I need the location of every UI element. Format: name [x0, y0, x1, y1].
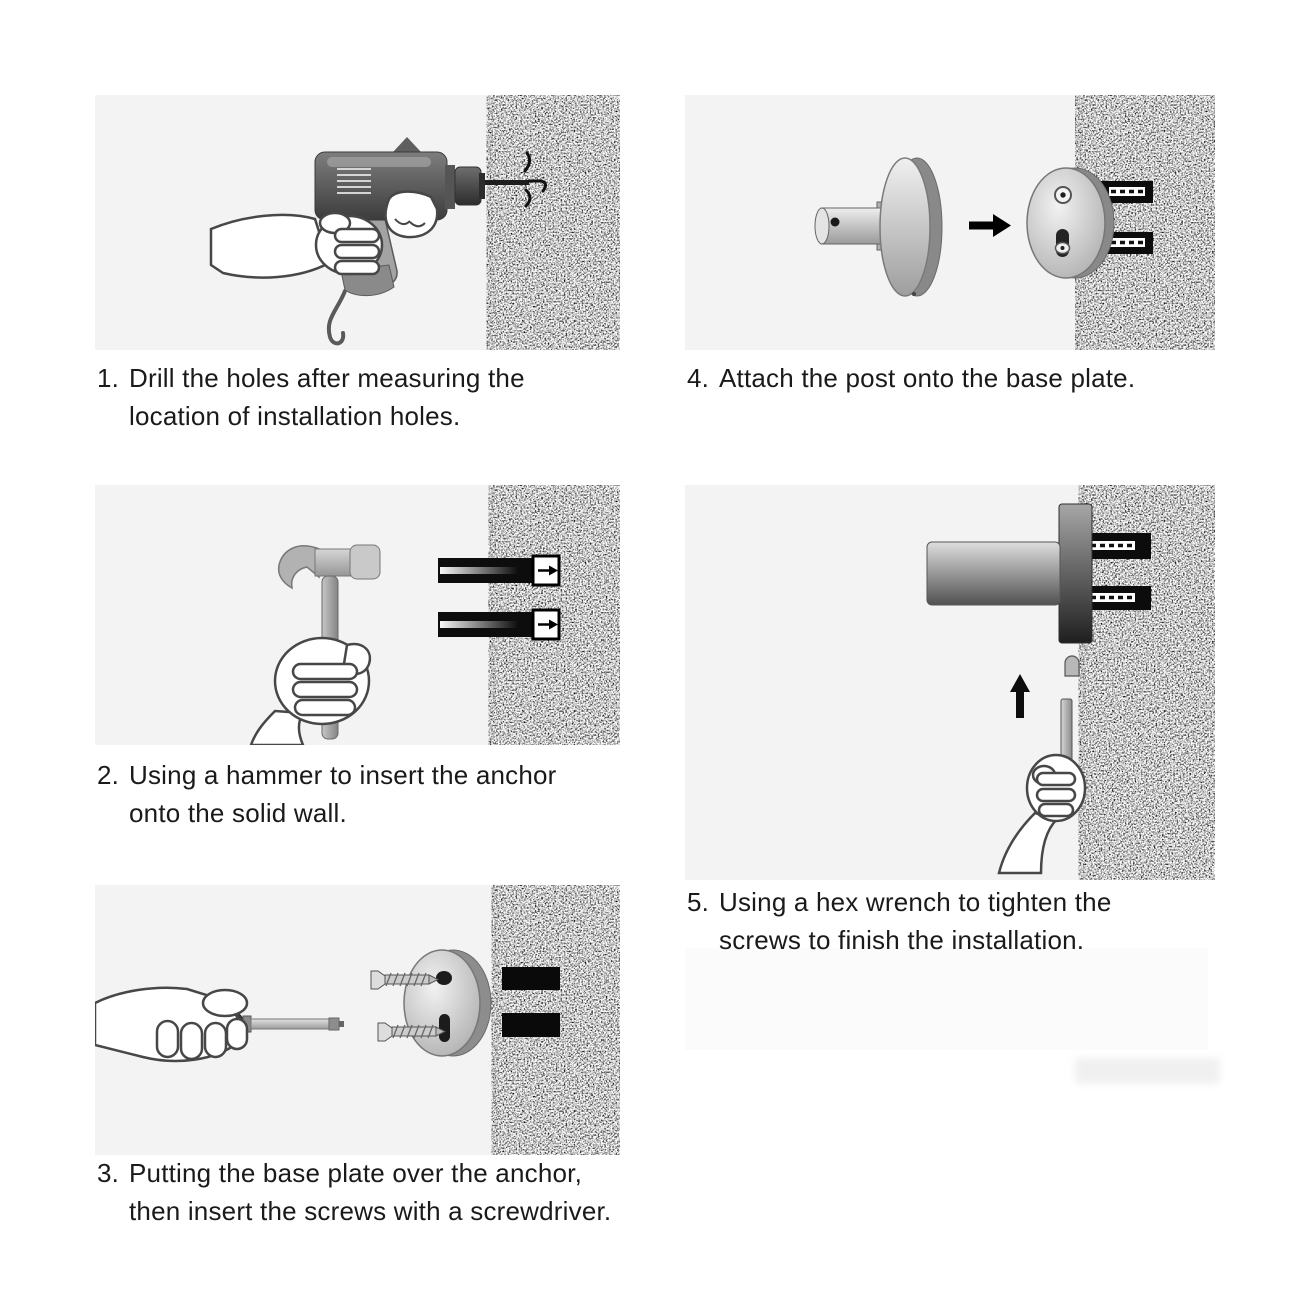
wall-texture [493, 95, 620, 350]
plate-hole [436, 971, 452, 985]
wall-anchor-icon [1087, 586, 1151, 610]
front-hand-icon [386, 192, 438, 237]
step-text [719, 359, 1135, 397]
wall-anchor-icon [1087, 533, 1151, 559]
step-number: 1. [97, 363, 120, 393]
step5-figure [685, 485, 1215, 880]
hand-icon [95, 988, 247, 1061]
step-line: Attach the post onto the base plate. [719, 363, 1136, 393]
wall-anchor-icon [502, 1013, 560, 1037]
step-number: 2. [97, 760, 120, 790]
post-icon [815, 202, 886, 250]
wall-anchor-icon [502, 967, 560, 990]
base-plate-icon [880, 158, 942, 296]
step3-caption [97, 1154, 611, 1230]
step1-caption [97, 359, 525, 435]
drill-bit [485, 180, 529, 185]
step-line: Using a hammer to insert the anchor [129, 760, 557, 790]
step-line: Using a hex wrench to tighten the [719, 887, 1112, 917]
step-text [129, 359, 525, 435]
wall-anchor-icon [438, 610, 559, 639]
flange-plate [1059, 504, 1092, 643]
set-screw-hole [831, 218, 840, 227]
step-text [129, 756, 557, 832]
step4-caption [687, 359, 1135, 397]
step4-figure [685, 95, 1215, 350]
mounted-plate-icon [1027, 168, 1114, 278]
step-number: 3. [97, 1158, 120, 1188]
step2-caption [97, 756, 557, 832]
step-text [719, 883, 1112, 959]
step-line: Drill the holes after measuring the [129, 363, 525, 393]
wall-anchor-icon [438, 556, 559, 585]
base-plate-icon [404, 950, 491, 1056]
hand-icon [211, 213, 382, 278]
plate-slot [439, 1014, 450, 1042]
step-line: onto the solid wall. [129, 798, 347, 828]
step3-figure [95, 885, 620, 1155]
step-line: screws to finish the installation. [719, 925, 1085, 955]
step2-figure [95, 485, 620, 745]
step-number: 4. [687, 363, 710, 393]
step5-caption [687, 883, 1112, 959]
step-number: 5. [687, 887, 710, 917]
set-screw-icon [1065, 656, 1079, 676]
step-line: location of installation holes. [129, 401, 461, 431]
step-line: Putting the base plate over the anchor, [129, 1158, 582, 1188]
faint-watermark-glyphs [1075, 1058, 1220, 1084]
step-text [129, 1154, 611, 1230]
step1-figure [95, 95, 620, 350]
faint-watermark-block [685, 948, 1208, 1050]
mounted-post-icon [927, 542, 1060, 605]
step-line: then insert the screws with a screwdriver. [129, 1196, 612, 1226]
